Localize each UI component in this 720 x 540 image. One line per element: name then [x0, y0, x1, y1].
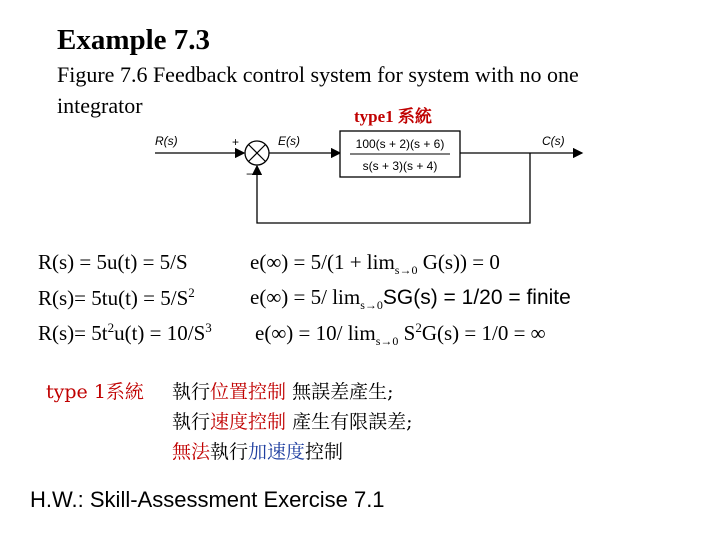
- eq-parabola-input-b: u(t) = 10/S: [114, 321, 206, 345]
- figure-caption-line1: Figure 7.6 Feedback control system for system with no one: [57, 62, 579, 87]
- note-line2: [172, 407, 412, 434]
- plus-sign: +: [232, 135, 240, 149]
- transfer-denominator: s(s + 3)(s + 4): [362, 159, 438, 173]
- note-line3-a: 無法: [172, 441, 211, 463]
- eq-ramp-input-sup: 2: [188, 285, 195, 300]
- summing-junction: [245, 141, 269, 165]
- note-line1-c: 無誤差產生;: [286, 381, 394, 403]
- eq-step-input: R(s) = 5u(t) = 5/S: [38, 250, 188, 274]
- homework-line: H.W.: Skill-Assessment Exercise 7.1: [30, 487, 385, 512]
- note-line2-b: 速度控制: [210, 411, 287, 433]
- input-label: R(s): [155, 134, 178, 148]
- eq-ramp-error-a: e(∞) = 5/ lim: [250, 285, 361, 309]
- note-line2-c: 產生有限誤差;: [286, 411, 413, 433]
- type-label: type1 系統: [354, 107, 432, 126]
- eq-step-error: [250, 250, 500, 278]
- note-line3: [172, 437, 343, 464]
- eq-ramp-input-a: R(s)= 5tu(t) = 5/S: [38, 286, 189, 310]
- note-line1-a: 執行: [172, 381, 211, 403]
- eq-parabola-error-c: G(s) = 1/0 = ∞: [421, 321, 546, 345]
- note-line3-b: 執行: [210, 441, 249, 463]
- note-line2-a: 執行: [172, 411, 211, 433]
- eq-ramp-input: [38, 285, 195, 311]
- output-label: C(s): [542, 134, 565, 148]
- eq-parabola-error-a: e(∞) = 10/ lim: [255, 321, 376, 345]
- transfer-numerator: 100(s + 2)(s + 6): [355, 137, 445, 151]
- limit-subscript: s→0: [360, 298, 383, 313]
- limit-subscript: s→0: [394, 263, 418, 278]
- note-line1: [172, 377, 393, 404]
- eq-step-error-a: e(∞) = 5/(1 + lim: [250, 250, 395, 274]
- note-line1-b: 位置控制: [210, 381, 287, 403]
- note-line3-d: 控制: [305, 441, 344, 463]
- eq-ramp-error-b: SG(s) = 1/20 = finite: [382, 286, 571, 309]
- feedback-block-diagram: [150, 128, 590, 236]
- eq-parabola-error: [255, 320, 546, 349]
- note-line3-c: 加速度: [248, 441, 306, 463]
- note-prefix: type 1系統: [46, 381, 144, 403]
- eq-parabola-input: [38, 320, 212, 346]
- figure-caption-line2: integrator: [57, 93, 143, 118]
- eq-step-error-b: G(s)) = 0: [417, 250, 500, 274]
- eq-ramp-error: [250, 285, 571, 313]
- limit-subscript: s→0: [375, 334, 399, 349]
- eq-parabola-error-sup: 2: [415, 320, 422, 335]
- error-label: E(s): [278, 134, 300, 148]
- minus-sign: −: [246, 167, 254, 181]
- eq-parabola-input-sup: 2: [107, 320, 115, 335]
- eq-parabola-error-b: S: [398, 321, 416, 345]
- eq-parabola-input-a: R(s)= 5t: [38, 321, 108, 345]
- slide-title: Example 7.3: [57, 24, 211, 56]
- eq-parabola-input-sup2: 3: [205, 320, 212, 335]
